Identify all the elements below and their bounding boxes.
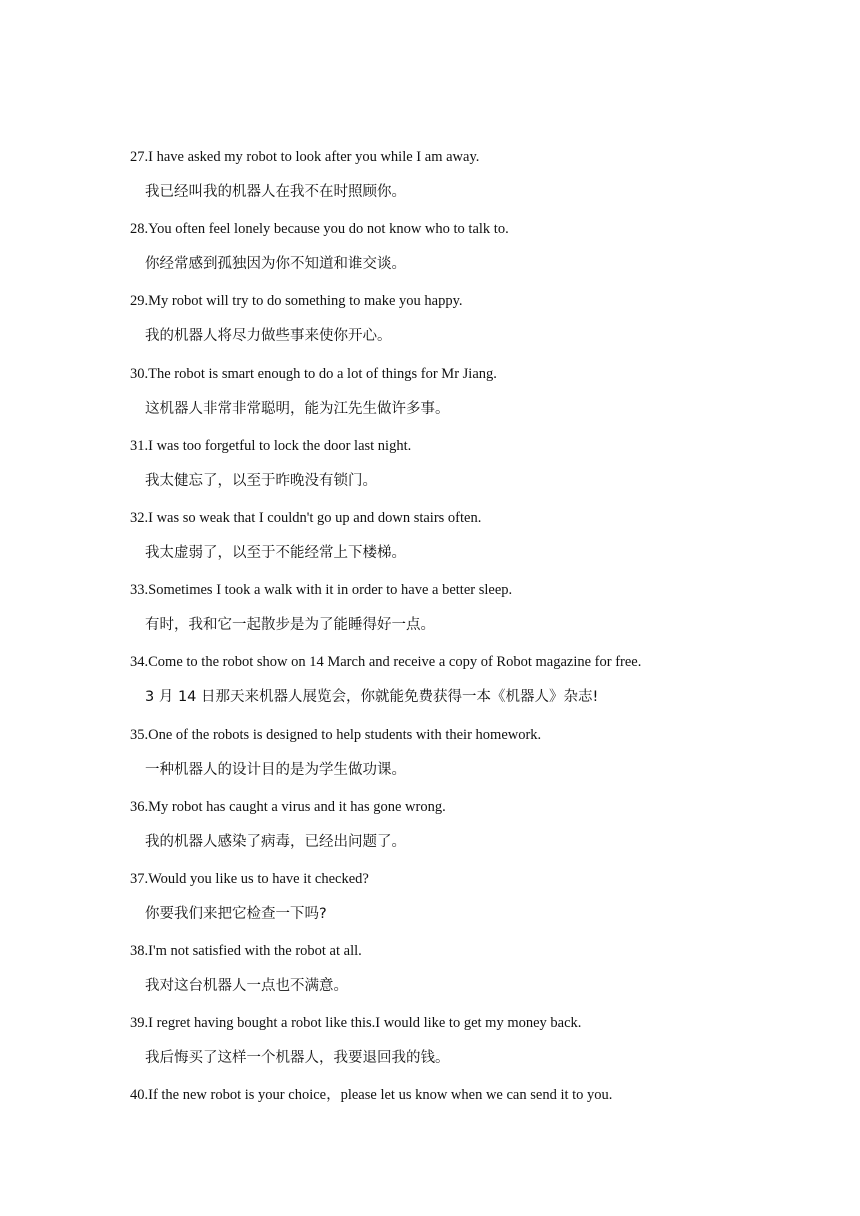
english-sentence: 33.Sometimes I took a walk with it in order to have a better sleep.	[130, 582, 513, 599]
english-sentence: 40.If the new robot is your choice，please let us know when we can send it to you.	[130, 1087, 613, 1104]
sentence-item-30	[130, 363, 750, 435]
english-sentence: 31.I was too forgetful to lock the door last night.	[130, 437, 412, 454]
chinese-translation: 我对这台机器人一点也不满意。	[145, 978, 348, 995]
sentence-item-38	[130, 940, 750, 1012]
chinese-translation: 有时，我和它一起散步是为了能睡得好一点。	[145, 617, 435, 634]
sentence-item-33	[130, 579, 750, 651]
sentence-item-31	[130, 435, 750, 507]
sentence-item-27	[130, 146, 750, 218]
sentence-item-32	[130, 507, 750, 579]
english-sentence: 36.My robot has caught a virus and it has gone wrong.	[130, 798, 446, 815]
english-sentence: 27.I have asked my robot to look after you while I am away.	[130, 149, 480, 165]
sentence-list	[130, 146, 750, 1157]
chinese-translation: 我的机器人将尽力做些事来使你开心。	[145, 328, 392, 345]
sentence-item-36	[130, 796, 750, 868]
sentence-item-39	[130, 1012, 750, 1084]
english-sentence: 34.Come to the robot show on 14 March and receive a copy of Robot magazine for free.	[130, 654, 642, 671]
chinese-translation: 我后悔买了这样一个机器人，我要退回我的钱。	[145, 1050, 450, 1067]
chinese-translation: 我已经叫我的机器人在我不在时照顾你。	[145, 184, 406, 200]
english-sentence: 37.Would you like us to have it checked?	[130, 870, 369, 887]
english-sentence: 39.I regret having bought a robot like this.I would like to get my money back.	[130, 1015, 582, 1032]
chinese-translation: 3 月 14 日那天来机器人展览会，你就能免费获得一本《机器人》杂志!	[145, 689, 599, 706]
chinese-translation: 我太健忘了，以至于昨晚没有锁门。	[145, 472, 377, 489]
english-sentence: 35.One of the robots is designed to help students with their homework.	[130, 726, 542, 743]
chinese-translation: 一种机器人的设计目的是为学生做功课。	[145, 761, 406, 778]
chinese-translation: 这机器人非常非常聪明，能为江先生做许多事。	[145, 400, 450, 417]
chinese-translation: 我太虚弱了，以至于不能经常上下楼梯。	[145, 544, 406, 561]
sentence-item-29	[130, 290, 750, 362]
sentence-item-34	[130, 651, 750, 723]
english-sentence: 28.You often feel lonely because you do not know who to talk to.	[130, 221, 509, 238]
english-sentence: 32.I was so weak that I couldn't go up and down stairs often.	[130, 509, 482, 526]
sentence-item-28	[130, 218, 750, 290]
chinese-translation: 我的机器人感染了病毒，已经出问题了。	[145, 833, 406, 850]
chinese-translation: 你要我们来把它检查一下吗?	[145, 905, 327, 922]
chinese-translation: 你经常感到孤独因为你不知道和谁交谈。	[145, 256, 406, 273]
sentence-item-40	[130, 1084, 750, 1156]
english-sentence: 29.My robot will try to do something to make you happy.	[130, 293, 463, 310]
sentence-item-35	[130, 724, 750, 796]
english-sentence: 38.I'm not satisfied with the robot at all.	[130, 943, 362, 960]
sentence-item-37	[130, 868, 750, 940]
english-sentence: 30.The robot is smart enough to do a lot of things for Mr Jiang.	[130, 365, 497, 382]
